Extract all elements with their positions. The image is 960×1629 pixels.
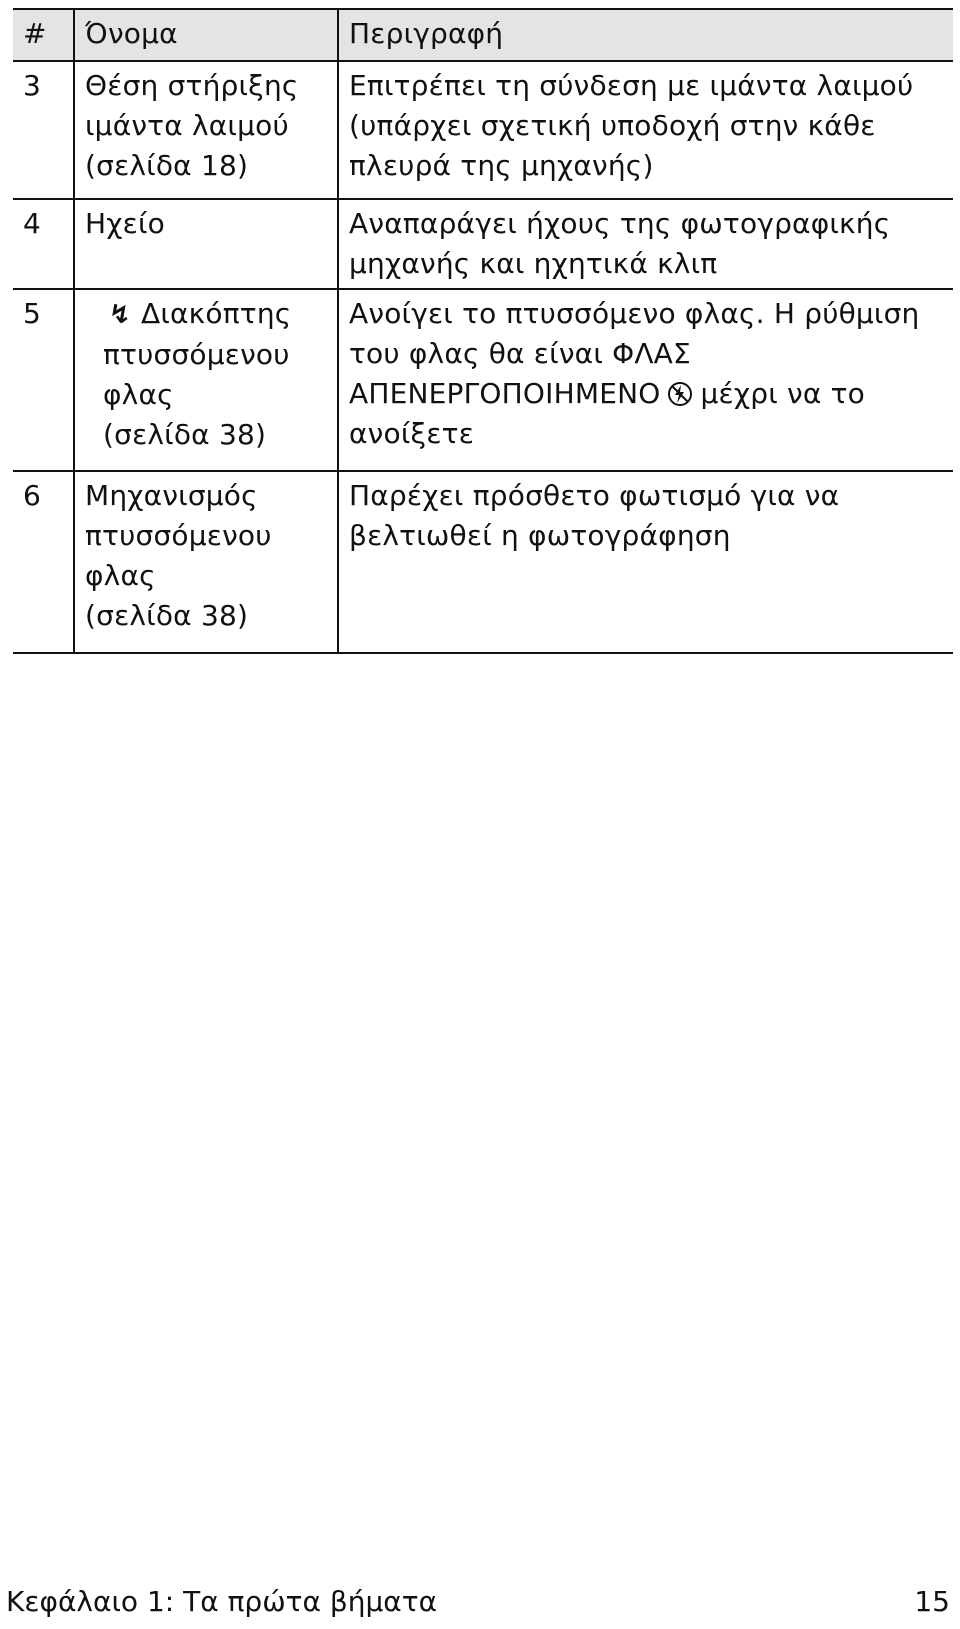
description-line: Αναπαράγει ήχους της φωτογραφικής [349, 207, 891, 240]
page-number: 15 [914, 1585, 950, 1618]
header-name: Όνομα [85, 17, 178, 50]
row-rule [13, 198, 953, 200]
header-number: # [23, 17, 47, 50]
header-rule [13, 60, 953, 62]
name-line: Μηχανισμός [85, 479, 258, 512]
row-description [349, 294, 920, 454]
name-line: ιμάντα λαιμού [85, 109, 289, 142]
name-line-text: Διακόπτης [141, 297, 292, 330]
description-line: Παρέχει πρόσθετο φωτισμό για να [349, 479, 840, 512]
chapter-footer: Κεφάλαιο 1: Τα πρώτα βήματα [6, 1585, 438, 1618]
name-line: φλας [103, 378, 174, 411]
description-line: Επιτρέπει τη σύνδεση με ιμάντα λαιμού [349, 69, 914, 102]
flash-icon: ↯ [109, 300, 131, 330]
table-top-rule [13, 8, 953, 10]
row-number: 6 [23, 479, 42, 512]
row-description [349, 204, 890, 284]
name-line: πτυσσόμενου [85, 519, 272, 552]
column-rule [73, 8, 75, 654]
header-description: Περιγραφή [349, 17, 504, 50]
row-number: 4 [23, 207, 42, 240]
setting-name: ΑΠΕΝΕΡΓΟΠΟΙΗΜΕΝΟ [349, 377, 661, 410]
description-line [349, 374, 920, 414]
column-rule [337, 8, 339, 654]
name-line: Ηχείο [85, 207, 165, 240]
name-line: (σελίδα 18) [85, 149, 249, 182]
row-rule [13, 470, 953, 472]
flash-off-icon [667, 381, 693, 407]
description-line-text: μέχρι να το [700, 377, 865, 410]
row-number: 5 [23, 297, 42, 330]
row-name [85, 476, 272, 636]
description-line: βελτιωθεί η φωτογράφηση [349, 519, 731, 552]
name-line: (σελίδα 38) [103, 418, 267, 451]
description-line: μηχανής και ηχητικά κλιπ [349, 247, 718, 280]
name-line: φλας [85, 559, 156, 592]
description-line: (υπάρχει σχετική υποδοχή στην κάθε [349, 109, 876, 142]
row-description [349, 476, 839, 556]
description-line: του φλας θα είναι ΦΛΑΣ [349, 337, 691, 370]
row-name [103, 294, 291, 455]
description-line: Ανοίγει το πτυσσόμενο φλας. Η ρύθμιση [349, 297, 920, 330]
row-description [349, 66, 913, 186]
name-line [103, 294, 291, 335]
description-line: ανοίξετε [349, 417, 475, 450]
name-line: (σελίδα 38) [85, 599, 249, 632]
row-rule [13, 288, 953, 290]
name-line: πτυσσόμενου [103, 338, 290, 371]
description-line: πλευρά της μηχανής) [349, 149, 654, 182]
table-bottom-rule [13, 652, 953, 654]
row-name [85, 204, 165, 244]
name-line: Θέση στήριξης [85, 69, 299, 102]
row-name [85, 66, 299, 186]
row-number: 3 [23, 69, 42, 102]
